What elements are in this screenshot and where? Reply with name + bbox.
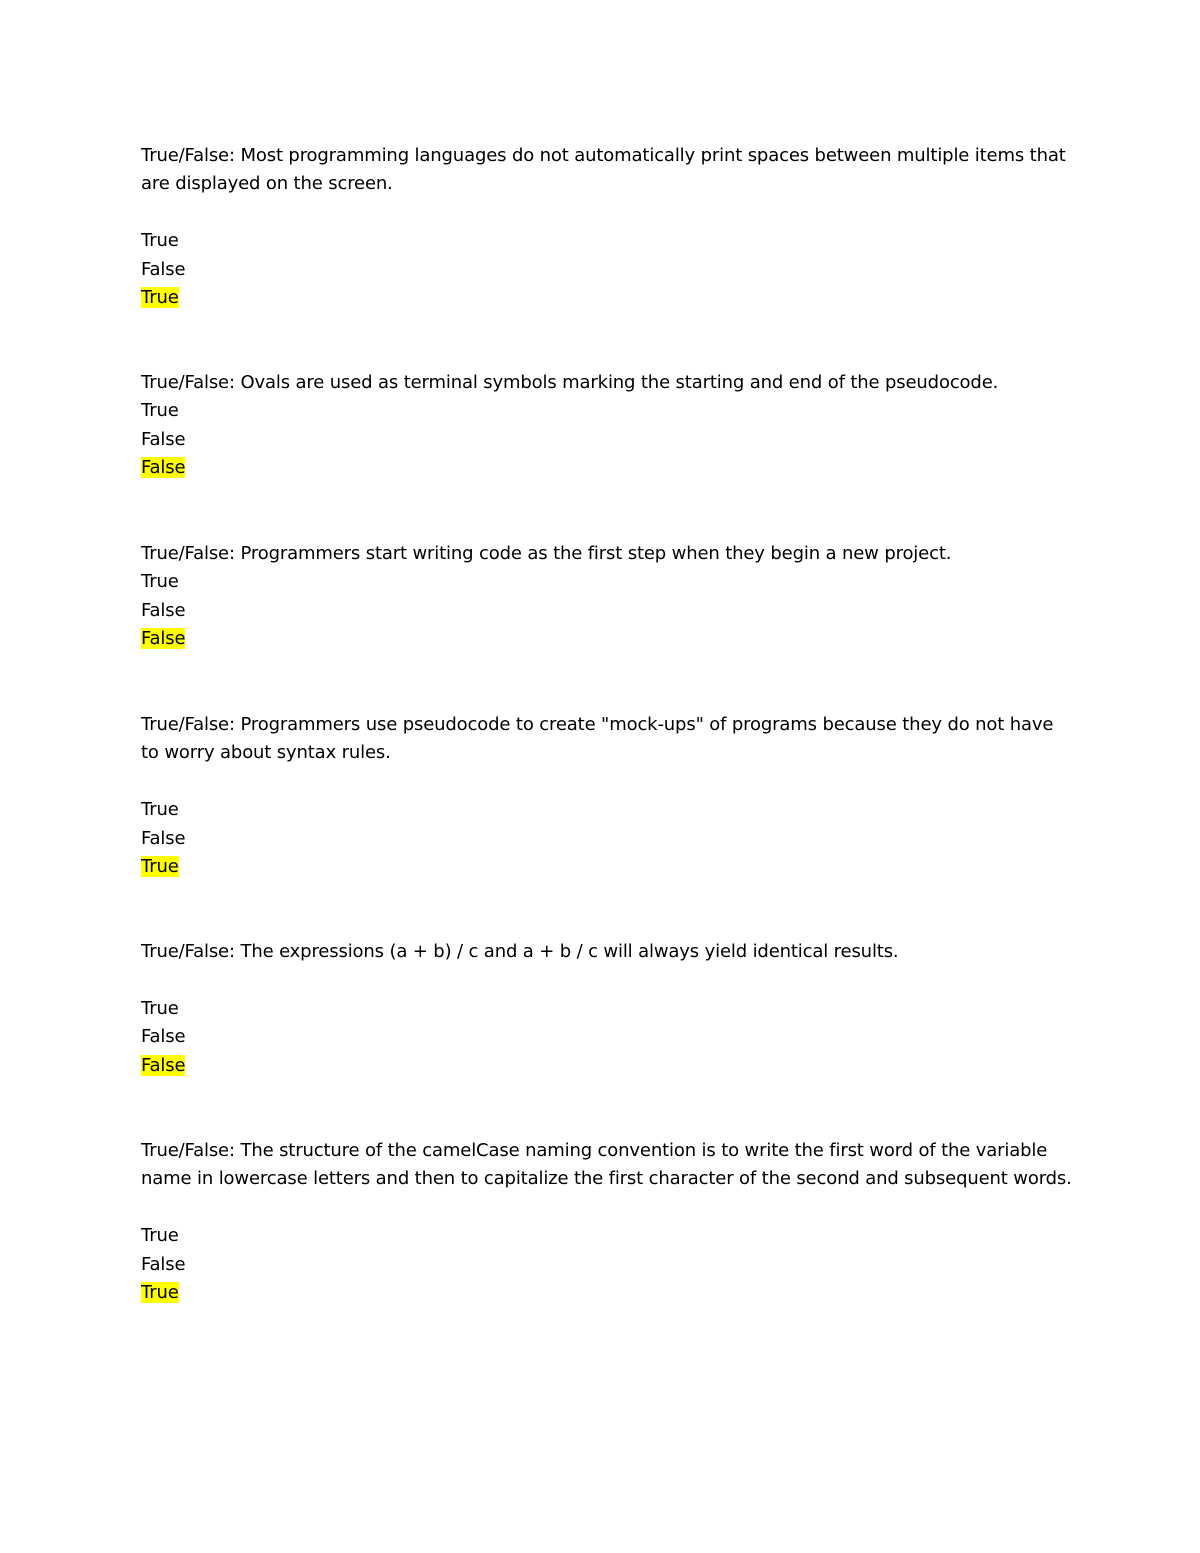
question-6-stem-line-2: name in lowercase letters and then to capitalize the first character of the second and subsequent words.: [141, 1168, 1072, 1190]
question-4-stem-line-2: to worry about syntax rules.: [141, 742, 391, 764]
question-4-option-false: False: [141, 827, 186, 849]
question-4-option-true: True: [141, 799, 179, 821]
question-5-option-true: True: [141, 997, 179, 1019]
question-1-stem-line-1: True/False: Most programming languages do not automatically print spaces between multiple items that: [141, 145, 1066, 166]
question-6-answer: True: [141, 1281, 179, 1303]
question-6-option-false: False: [141, 1253, 186, 1275]
question-6-stem-line-1: True/False: The structure of the camelCase naming convention is to write the first word of the variable: [141, 1140, 1048, 1161]
question-1-stem-line-2: are displayed on the screen.: [141, 173, 393, 195]
question-3-option-true: True: [141, 571, 179, 593]
question-5-answer: False: [141, 1054, 186, 1076]
question-2-option-false: False: [141, 428, 186, 450]
question-3-stem-line-1: True/False: Programmers start writing code as the first step when they begin a new project.: [141, 543, 952, 564]
question-6: [141, 1137, 1071, 1307]
spacer: [141, 1194, 1071, 1222]
question-5-stem-line-1: True/False: The expressions (a + b) / c and a + b / c will always yield identical results.: [141, 941, 899, 962]
question-2-stem-line-1: True/False: Ovals are used as terminal symbols marking the starting and end of the pseudocode.: [141, 372, 999, 393]
question-3-option-false: False: [141, 599, 186, 621]
question-1: [141, 142, 1071, 312]
question-1-option-false: False: [141, 258, 186, 280]
question-3-answer: False: [141, 628, 186, 650]
question-1-option-true: True: [141, 230, 179, 252]
question-3: [141, 540, 1071, 654]
spacer: [141, 199, 1071, 227]
question-1-answer: True: [141, 286, 179, 308]
question-5-option-false: False: [141, 1026, 186, 1048]
question-5: [141, 938, 1071, 1080]
question-4: [141, 711, 1071, 881]
question-4-stem-line-1: True/False: Programmers use pseudocode to create "mock-ups" of programs because they do not have: [141, 714, 1054, 735]
spacer: [141, 768, 1071, 796]
question-2: [141, 369, 1071, 483]
question-6-option-true: True: [141, 1225, 179, 1247]
spacer: [141, 966, 1071, 994]
question-2-option-true: True: [141, 400, 179, 422]
question-2-answer: False: [141, 457, 186, 479]
question-4-answer: True: [141, 855, 179, 877]
